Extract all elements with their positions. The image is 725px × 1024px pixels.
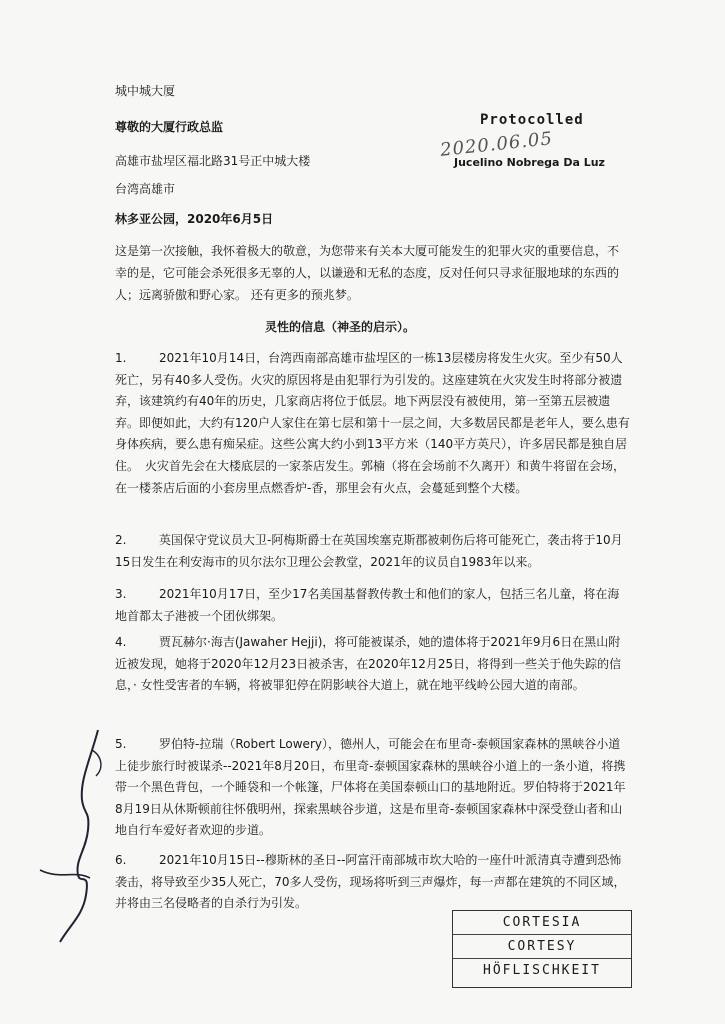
item-text: 罗伯特-拉瑞（Robert Lowery），德州人，可能会在布里奇-泰顿国家森林的黑峡谷小道上徒步旅行时被谋杀--2021年8月20日，布里奇-泰顿国家森林的黑峡谷小道上的一条小道，将携带一个黑色背包，一个睡袋和一个帐篷，尸体将在美国泰顿山口的基地附近。罗伯特将于2021年8月19日从休斯顿前往怀俄明州，探索黑峡谷步道，这是布里奇-泰顿国家森林中深受登山者和山地自行车爱好者欢迎的步道。 bbox=[115, 737, 626, 838]
item-text: 英国保守党议员大卫-阿梅斯爵士在英国埃塞克斯郡被刺伤后将可能死亡，袭击将于10月15日发生在利安海市的贝尔法尔卫理公会教堂，2021年的议员自1983年以来。 bbox=[115, 533, 623, 569]
stamp-name: Jucelino Nobrega Da Luz bbox=[454, 156, 605, 169]
stamp-date: 2020.06.05 bbox=[439, 128, 554, 161]
salutation: 尊敬的大厦行政总监 bbox=[115, 120, 224, 134]
intro-paragraph: 这是第一次接触，我怀着极大的敬意，为您带来有关本大厦可能发生的犯罪火灾的重要信息，不幸的是，它可能会杀死很多无辜的人，以谦逊和无私的态度，反对任何只寻求征服地球的东西的人；远离骄傲和野心家。 还有更多的预兆梦。 bbox=[115, 244, 620, 302]
stamp-line: CORTESIA bbox=[453, 911, 631, 935]
item-number: 3. bbox=[115, 587, 127, 601]
cortesia-stamp bbox=[452, 910, 632, 988]
address-line: 高雄市盐埕区福北路31号正中城大楼 bbox=[115, 154, 311, 168]
item-text: 贾瓦赫尔·海吉(Jawaher Hejji)，将可能被谋杀，她的遗体将于2021年9月6日在黑山附近被发现，她将于2020年12月23日被杀害，在2020年12月25日，将得到一些关于他失踪的信息，· 女性受害者的车辆，将被罪犯停在阴影峡谷大道上，就在地平线岭公园大道的南部。 bbox=[115, 635, 622, 693]
list-item bbox=[115, 348, 630, 499]
list-item bbox=[115, 850, 630, 915]
list-item bbox=[115, 530, 630, 573]
stamp-title: Protocolled bbox=[480, 112, 584, 128]
item-number: 5. bbox=[115, 737, 127, 751]
signature-image bbox=[20, 720, 110, 950]
stamp-line: HÖFLISCHKEIT bbox=[483, 963, 601, 978]
item-text: 2021年10月15日--穆斯林的圣日--阿富汗南部城市坎大哈的一座什叶派清真寺遭到恐怖袭击，将导致至少35人死亡，70多人受伤，现场将听到三声爆炸，每一声都在建筑的不同区域，并将由三名侵略者的自杀行为引发。 bbox=[115, 853, 626, 911]
item-number: 6. bbox=[115, 853, 127, 867]
building-name: 城中城大厦 bbox=[115, 84, 176, 98]
list-item bbox=[115, 584, 630, 627]
city-line: 台湾高雄市 bbox=[115, 182, 176, 196]
item-number: 4. bbox=[115, 635, 127, 649]
protocol-stamp bbox=[439, 112, 605, 174]
stamp-line: CORTESY bbox=[453, 935, 631, 959]
list-item bbox=[115, 734, 630, 842]
section-title: 灵性的信息（神圣的启示）。 bbox=[265, 320, 416, 334]
item-text: 2021年10月14日，台湾西南部高雄市盐埕区的一栋13层楼房将发生火灾。至少有50人死亡，另有40多人受伤。火灾的原因将是由犯罪行为引发的。这座建筑在火灾发生时将部分被遗弃，该建筑约有40年的历史，几家商店将位于低层。地下两层没有被使用，第一至第五层被遗弃。即便如此，大约有120户人家住在第七层和第十一层之间，大多数居民都是老年人，要么患有身体疾病，要么患有痴呆症。这些公寓大约小到13平方米（140平方英尺），许多居民都是独自居住。 火灾首先会在大楼底层的一家茶店发生。郭楠（将在会场前不久离开）和黄牛将留在会场，在一楼茶店后面的小套房里点燃香炉-香，那里会有火点，会蔓延到整个大楼。 bbox=[115, 351, 630, 495]
item-text: 2021年10月17日，至少17名美国基督教传教士和他们的家人，包括三名儿童，将在海地首都太子港被一个团伙绑架。 bbox=[115, 587, 620, 623]
item-number: 2. bbox=[115, 533, 127, 547]
place-date-line: 林多亚公园，2020年6月5日 bbox=[115, 212, 274, 226]
item-number: 1. bbox=[115, 351, 127, 365]
list-item bbox=[115, 632, 630, 697]
